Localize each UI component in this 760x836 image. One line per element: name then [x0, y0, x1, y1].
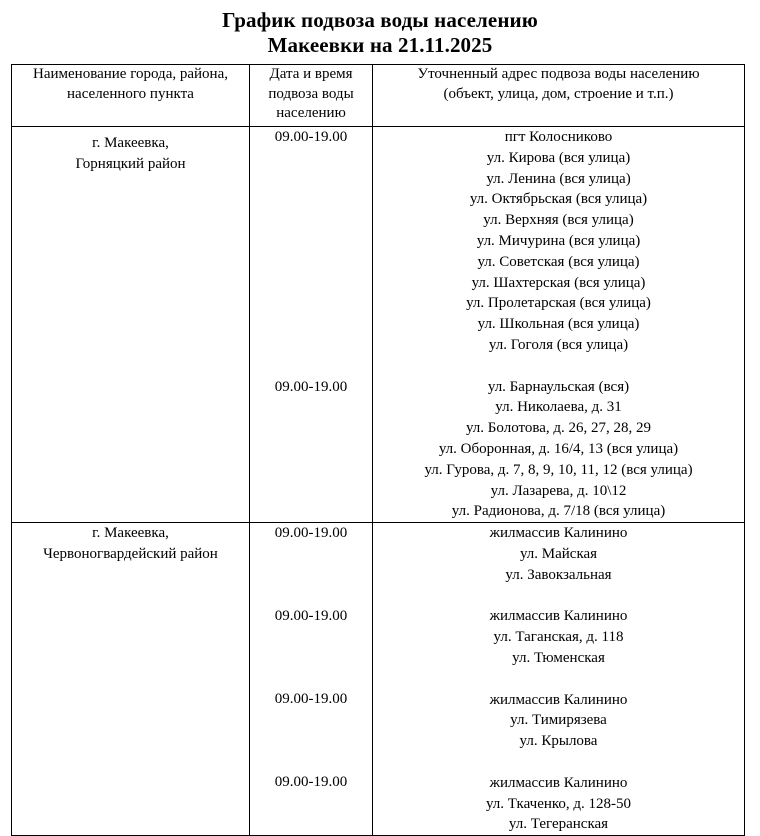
time-group-3	[250, 689, 372, 710]
page-title-line-2: Макеевки на 21.11.2025	[267, 33, 493, 57]
time-group-spacer	[250, 710, 372, 772]
address-line: ул. Болотова, д. 26, 27, 28, 29	[465, 420, 652, 437]
address-line: ул. Лазарева, д. 10\12	[490, 482, 627, 499]
address-line: ул. Николаева, д. 31	[495, 399, 622, 416]
cell-address-district-1	[373, 127, 745, 523]
address-line: ул. Гоголя (вся улица)	[488, 336, 629, 353]
address-group-2	[373, 377, 744, 523]
column-header-city-line-1: Наименование города, района,	[33, 66, 228, 82]
address-line: жилмассив Калинино	[489, 525, 628, 542]
time-value: 09.00-19.00	[274, 607, 348, 624]
time-value: 09.00-19.00	[274, 129, 348, 145]
address-line: ул. Верхняя (вся улица)	[483, 212, 634, 229]
column-header-address-line-1: Уточненный адрес подвоза воды населению	[417, 66, 700, 82]
address-line: ул. Оборонная, д. 16/4, 13 (вся улица)	[438, 440, 679, 457]
column-header-time	[250, 65, 373, 127]
time-group-4	[250, 772, 372, 793]
address-line: ул. Мичурина (вся улица)	[476, 232, 641, 249]
address-line: ул. Барнаульская (вся)	[487, 378, 630, 395]
column-header-time-line-3: населению	[276, 105, 346, 121]
table-header-row	[12, 65, 745, 127]
city-name-line-1: г. Макеевка,	[92, 135, 169, 151]
time-value: 09.00-19.00	[274, 378, 348, 395]
time-value: 09.00-19.00	[274, 773, 348, 790]
address-line: ул. Советская (вся улица)	[477, 253, 640, 270]
address-line: ул. Школьная (вся улица)	[477, 316, 640, 333]
cell-city-district-2	[12, 523, 250, 836]
time-value: 09.00-19.00	[274, 690, 348, 707]
page-title	[0, 0, 760, 58]
city-name-line-1: г. Макеевка,	[92, 525, 169, 542]
time-group-2	[250, 606, 372, 627]
address-line: ул. Шахтерская (вся улица)	[471, 274, 646, 291]
time-group-1	[250, 127, 372, 148]
address-line: ул. Кирова (вся улица)	[486, 149, 631, 166]
table-row	[12, 127, 745, 523]
address-line: ул. Ткаченко, д. 128-50	[485, 795, 632, 812]
address-line: ул. Завокзальная	[505, 566, 612, 583]
address-line: жилмассив Калинино	[489, 691, 628, 708]
address-line: ул. Крылова	[519, 733, 598, 750]
city-name-line-2: Червоногвардейский район	[43, 545, 218, 562]
address-line: ул. Таганская, д. 118	[493, 629, 624, 646]
address-line: ул. Ленина (вся улица)	[486, 170, 631, 187]
address-line: ул. Тимирязева	[510, 712, 607, 729]
schedule-table-container	[0, 58, 760, 836]
address-line: жилмассив Калинино	[489, 608, 628, 625]
cell-time-district-2	[250, 523, 373, 836]
page-title-line-1: График подвоза воды населению	[222, 8, 538, 32]
time-group-spacer	[250, 544, 372, 606]
address-line: ул. Тюменская	[512, 649, 605, 666]
column-header-time-line-1: Дата и время	[269, 66, 353, 82]
address-group-1	[373, 127, 744, 356]
address-line: жилмассив Калинино	[489, 774, 628, 791]
table-header	[12, 65, 745, 127]
table-body	[12, 127, 745, 836]
column-header-address	[373, 65, 745, 127]
address-line: ул. Майская	[519, 545, 598, 562]
address-group-1	[373, 523, 744, 585]
address-group-4	[373, 773, 744, 835]
time-group-1	[250, 523, 372, 544]
city-name-line-2: Горняцкий район	[75, 155, 186, 172]
column-header-city-line-2: населенного пункта	[67, 85, 194, 102]
cell-address-district-2	[373, 523, 745, 836]
time-value: 09.00-19.00	[274, 525, 348, 542]
column-header-time-line-2: подвоза воды	[268, 85, 354, 102]
column-header-city	[12, 65, 250, 127]
cell-time-district-1	[250, 127, 373, 523]
column-header-address-line-2: (объект, улица, дом, строение и т.п.)	[443, 85, 674, 102]
address-line: ул. Октябрьская (вся улица)	[469, 191, 648, 208]
table-row	[12, 523, 745, 836]
address-group-2	[373, 606, 744, 668]
address-line: ул. Гурова, д. 7, 8, 9, 10, 11, 12 (вся улица)	[424, 461, 693, 478]
address-line: пгт Колосниково	[504, 129, 613, 145]
address-group-3	[373, 690, 744, 752]
time-group-spacer	[250, 148, 372, 377]
water-delivery-schedule-table	[11, 64, 745, 836]
address-line: ул. Пролетарская (вся улица)	[466, 295, 651, 312]
address-line: ул. Тегеранская	[508, 816, 609, 833]
time-group-2	[250, 377, 372, 398]
address-line: ул. Радионова, д. 7/18 (вся улица)	[451, 503, 666, 520]
cell-city-district-1	[12, 127, 250, 523]
time-group-spacer	[250, 627, 372, 689]
